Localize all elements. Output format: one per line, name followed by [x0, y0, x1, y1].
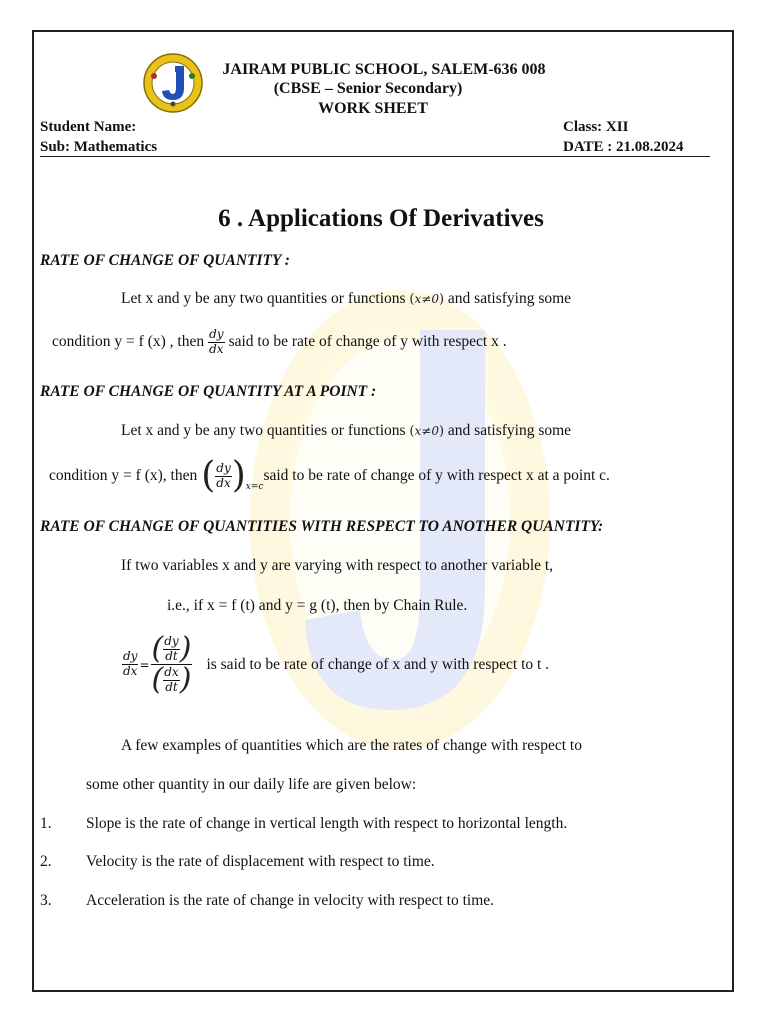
dy-dt-fraction: $\frac{dy}{dt}$ — [164, 633, 179, 663]
chain-lhs-fraction: $\frac{dy}{dx}$ — [123, 649, 138, 678]
equals-sign: = — [139, 657, 150, 672]
section2-line2: condition y = f (x), then ( $\frac{dy}{dx}$ ) x=c said to be rate of change of y with respect x at a point c. — [49, 455, 610, 496]
section3-line1: If two variables x and y are varying with respect to another variable t, — [121, 557, 554, 574]
date-label: DATE : 21.08.2024 — [563, 139, 684, 155]
chain-rule-description: is said to be rate of change of x and y with respect to t . — [206, 655, 550, 673]
dy-dx-fraction: $\frac{dy}{dx}$ — [209, 327, 224, 356]
dx-dt-fraction: $\frac{dx}{dt}$ — [164, 664, 179, 694]
section-heading-another-quantity: RATE OF CHANGE OF QUANTITIES WITH RESPECT TO ANOTHER QUANTITY: — [40, 518, 604, 535]
section-heading-rate-at-point: RATE OF CHANGE OF QUANTITY AT A POINT : — [40, 383, 377, 400]
example-item-acceleration: Acceleration is the rate of change in velocity with respect to time. — [86, 892, 495, 909]
school-name: JAIRAM PUBLIC SCHOOL, SALEM-636 008 — [222, 61, 546, 78]
dy-dx-at-point-fraction: $\frac{dy}{dx}$ — [216, 460, 231, 490]
subject-label: Sub: Mathematics — [40, 139, 158, 155]
chain-rhs-fraction: ( $\frac{dy}{dt}$ ) ( $\frac{dx}{dt}$ ) — [151, 631, 192, 697]
section1-line2-end: said to be rate of change of y with respect x . — [228, 333, 507, 351]
class-label: Class: XII — [563, 119, 629, 135]
page-title: 6 . Applications Of Derivatives — [218, 205, 544, 232]
section2-line1-text: Let x and y be any two quantities or functions — [121, 422, 406, 439]
section1-line1-end: and satisfying some — [447, 290, 572, 307]
examples-intro-line2: some other quantity in our daily life are given below: — [86, 776, 417, 793]
chain-rule-formula — [122, 631, 550, 697]
worksheet-label: WORK SHEET — [318, 100, 428, 117]
example-number: 3. — [40, 892, 52, 909]
condition-math: x≠0 — [414, 292, 439, 306]
section2-line2-text: condition y = f (x), then — [49, 467, 198, 484]
example-number: 1. — [40, 815, 52, 832]
examples-intro-line1: A few examples of quantities which are the rates of change with respect to — [121, 737, 582, 754]
example-item-slope: Slope is the rate of change in vertical length with respect to horizontal length. — [86, 815, 568, 832]
section-heading-rate-of-change: RATE OF CHANGE OF QUANTITY : — [40, 252, 290, 269]
student-name-label: Student Name: — [40, 119, 137, 135]
section1-line1: Let x and y be any two quantities or functions (x≠0) and satisfying some — [121, 290, 572, 307]
example-item-velocity: Velocity is the rate of displacement with respect to time. — [86, 853, 435, 870]
section1-line1-text: Let x and y be any two quantities or functions — [121, 290, 406, 307]
at-point-subscript: x=c — [245, 482, 264, 492]
header-divider — [40, 156, 710, 157]
school-board: (CBSE – Senior Secondary) — [273, 80, 463, 97]
example-number: 2. — [40, 853, 52, 870]
condition-math: x≠0 — [414, 424, 439, 438]
section1-line2-text: condition y = f (x) , then — [52, 333, 205, 351]
section2-line2-end: said to be rate of change of y with respect x at a point c. — [263, 467, 610, 484]
section3-line2: i.e., if x = f (t) and y = g (t), then by Chain Rule. — [167, 597, 468, 614]
section1-line2 — [52, 328, 507, 357]
section2-line1-end: and satisfying some — [447, 422, 572, 439]
section2-line1: Let x and y be any two quantities or functions (x≠0) and satisfying some — [121, 422, 572, 439]
